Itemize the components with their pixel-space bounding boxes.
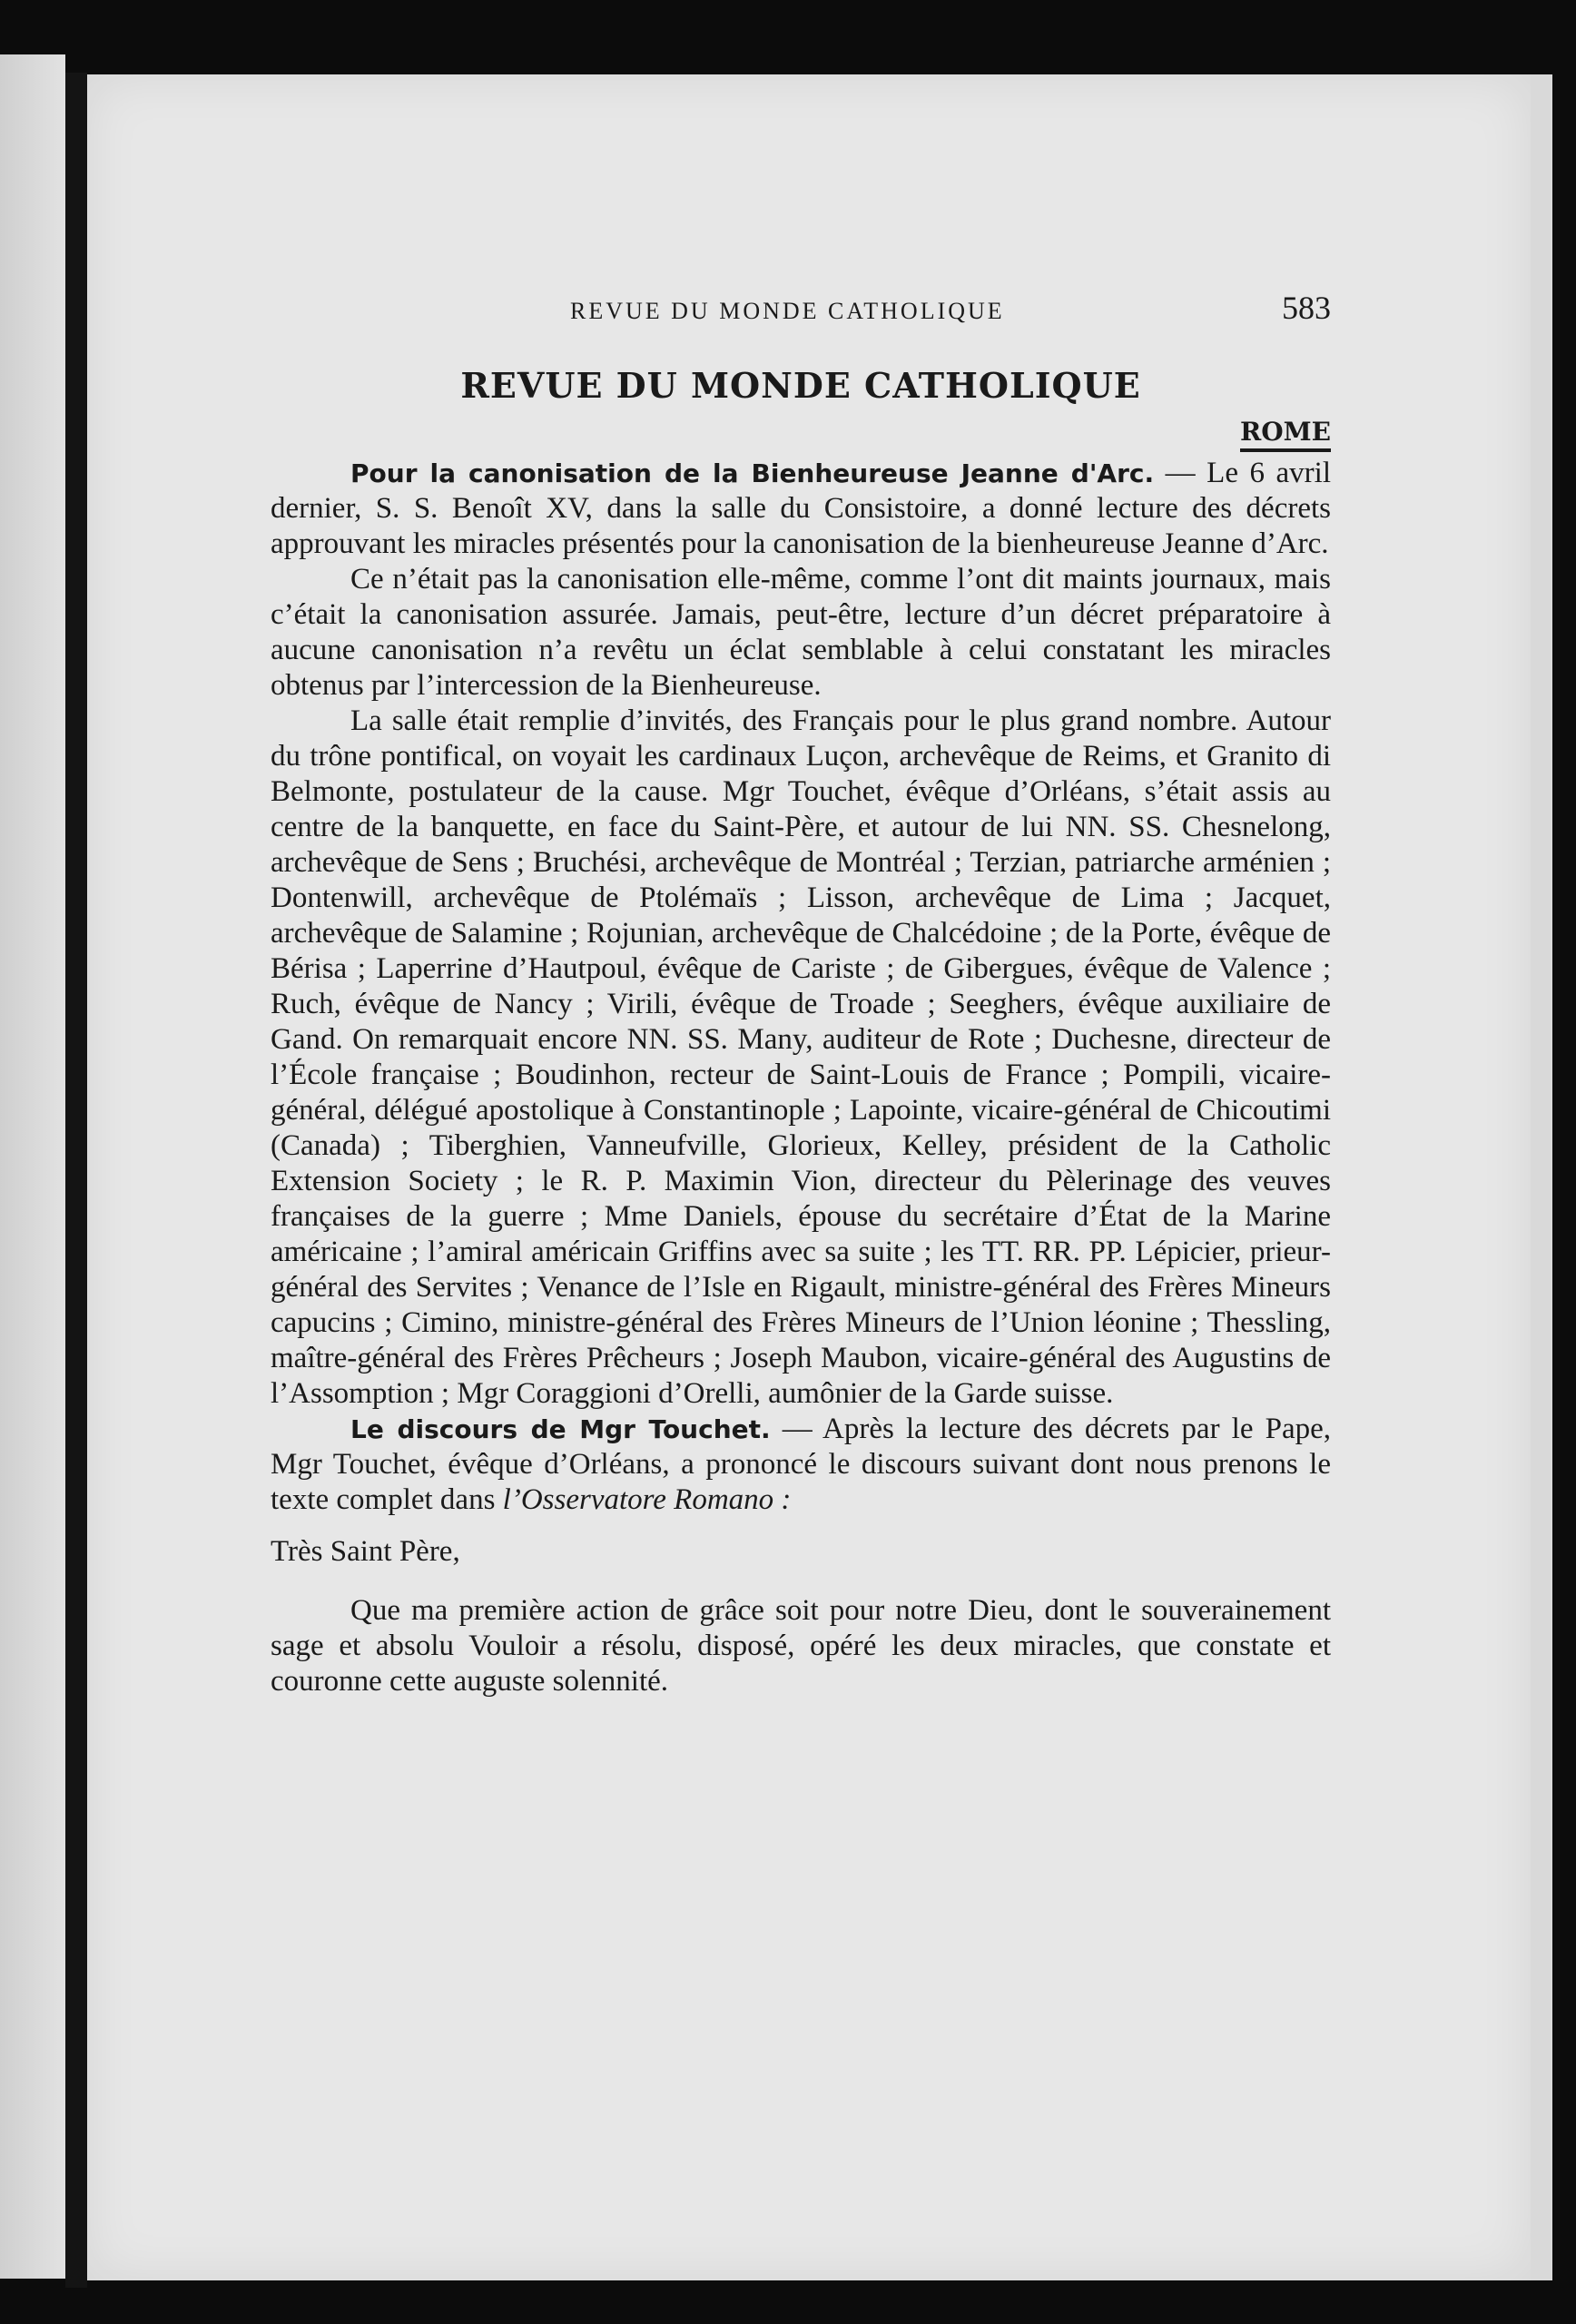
salutation: Très Saint Père, — [271, 1535, 460, 1568]
paragraph-canonisation — [271, 456, 1331, 562]
facing-page-edge — [0, 54, 65, 2279]
paragraph-text: — Le 6 avril dernier, S. S. Benoît XV, dans la salle du Consistoire, a donné lecture des décrets approuvant les miracles présentés pour la canonisation de la bienheureuse Jeanne d’Arc. — [271, 457, 1331, 560]
running-title: REVUE DU MONDE CATHOLIQUE — [570, 298, 1005, 324]
running-head — [271, 289, 1331, 338]
paragraph-discours — [271, 1412, 1331, 1518]
paragraph-heading: Pour la canonisation de la Bienheureuse Jeanne d'Arc. — [350, 458, 1155, 488]
paragraph-action-de-grace: Que ma première action de grâce soit pour notre Dieu, dont le souverainement sage et absolu Vouloir a résolu, disposé, opéré les deux miracles, que constate et couronne cette auguste solennité. — [271, 1594, 1331, 1698]
section-title: REVUE DU MONDE CATHOLIQUE — [460, 365, 1141, 406]
paragraph-canonisation-assuree: Ce n’était pas la canonisation elle-même, comme l’ont dit maints journaux, mais c’était la canonisation assurée. Jamais, peut-être, lecture d’un décret préparatoire à aucune canonisation n’a revêtu un éclat semblable à celui constatant les miracles obtenus par l’intercession de la Bienheureuse. — [271, 563, 1331, 702]
paragraph-attendees: La salle était remplie d’invités, des Français pour le plus grand nombre. Autour du trône pontifical, on voyait les cardinaux Luçon, archevêque de Reims, et Granito di Belmonte, postulateur de la cause. Mgr Touchet, évêque d’Orléans, s’était assis au centre de la banquette, en face du Saint-Père, et autour de lui NN. SS. Chesnelong, archevêque de Sens ; Bruchési, archevêque de Montréal ; Terzian, patriarche arménien ; Dontenwill, archevêque de Ptolémaïs ; Lisson, archevêque de Lima ; Jacquet, archevêque de Salamine ; Rojunian, archevêque de Chalcédoine ; de la Porte, évêque de Bérisa ; Laperrine d’Hautpoul, évêque de Cariste ; de Gibergues, évêque de Valence ; Ruch, évêque de Nancy ; Virili, évêque de Troade ; Seeghers, évêque auxiliaire de Gand. On remarquait encore NN. SS. Many, auditeur de Rote ; Duchesne, directeur de l’École française ; Boudinhon, recteur de Saint-Louis de France ; Pompili, vicaire-général, délégué apostolique à Constantinople ; Lapointe, vicaire-général de Chicoutimi (Canada) ; Tiberghien, Vanneufville, Glorieux, Kelley, président de la Catholic Extension Society ; le R. P. Maximin Vion, directeur du Pèlerinage des veuves françaises de la guerre ; Mme Daniels, épouse du secrétaire d’État de la Marine américaine ; l’amiral américain Griffins avec sa suite ; les TT. RR. PP. Lépicier, prieur-général des Servites ; Venance de l’Isle en Rigault, ministre-général des Frères Mineurs capucins ; Cimino, ministre-général des Frères Mineurs de l’Union léonine ; Thessling, maître-général des Frères Prêcheurs ; Joseph Maubon, vicaire-général des Augustins de l’Assomption ; Mgr Coraggioni d’Orelli, aumônier de la Garde suisse. — [271, 704, 1331, 1410]
paragraph-text: — Après la lecture des décrets par le Pape, Mgr Touchet, évêque d’Orléans, a prononcé le discours suivant dont nous prenons le texte complet dans — [271, 1413, 1331, 1516]
paragraph-heading: Le discours de Mgr Touchet. — [350, 1414, 771, 1444]
page-right-edge — [1531, 74, 1552, 2280]
source-title: l’Osservatore Romano : — [502, 1483, 792, 1516]
page-content — [271, 289, 1331, 1699]
page-gutter — [65, 73, 87, 2288]
rubric-label: ROME — [1240, 417, 1331, 452]
page-number: 583 — [1282, 290, 1331, 326]
rubric-rome — [271, 417, 1331, 447]
